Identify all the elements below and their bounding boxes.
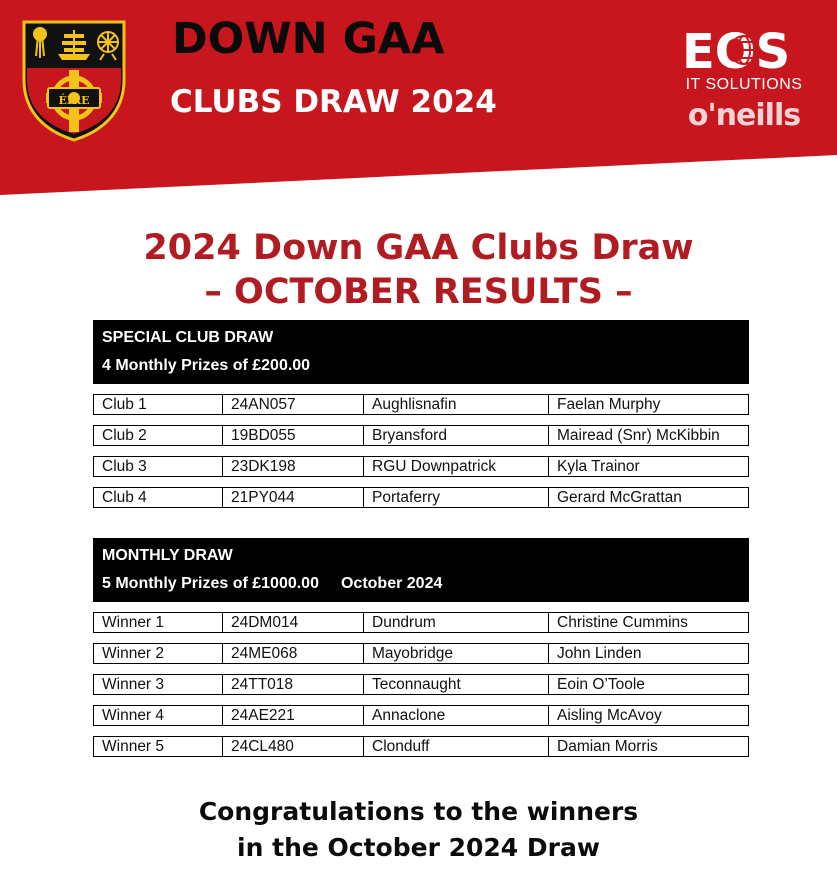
table-row — [93, 736, 749, 757]
ticket-number: 24AN057 — [223, 395, 364, 414]
club-name: Bryansford — [364, 426, 549, 445]
special-draw-header — [93, 320, 749, 384]
eos-logo — [682, 22, 806, 76]
table-row — [93, 394, 749, 415]
row-label: Club 2 — [94, 426, 223, 445]
club-name: Mayobridge — [364, 644, 549, 663]
down-gaa-crest — [20, 18, 128, 142]
monthly-draw-header — [93, 538, 749, 602]
winner-name: Eoin O’Toole — [557, 676, 645, 693]
winner-name: Mairead (Snr) McKibbin — [557, 427, 720, 444]
row-label: Club 1 — [94, 395, 223, 414]
page-title: DOWN GAA — [172, 14, 445, 64]
crest-motto: ÉIRE — [58, 94, 90, 107]
table-row — [93, 487, 749, 508]
table-row — [93, 425, 749, 446]
monthly-draw-month: October 2024 — [340, 575, 443, 592]
row-label: Club 3 — [94, 457, 223, 476]
winner-name: Gerard McGrattan — [557, 489, 682, 506]
results-subtitle: – OCTOBER RESULTS – — [204, 272, 633, 312]
row-label: Winner 2 — [94, 644, 223, 663]
ticket-number: 24AE221 — [223, 706, 364, 725]
ticket-number: 24TT018 — [223, 675, 364, 694]
club-name: Portaferry — [364, 488, 549, 507]
page-subtitle: CLUBS DRAW 2024 — [170, 84, 497, 120]
table-row — [93, 643, 749, 664]
winner-name: Aisling McAvoy — [557, 707, 662, 724]
row-label: Winner 5 — [94, 737, 223, 756]
monthly-draw — [93, 538, 749, 767]
results-title: 2024 Down GAA Clubs Draw — [143, 228, 694, 268]
club-name: Clonduff — [364, 737, 549, 756]
row-label: Winner 3 — [94, 675, 223, 694]
club-name: RGU Downpatrick — [364, 457, 549, 476]
svg-text:EOS: EOS — [682, 24, 791, 76]
table-row — [93, 456, 749, 477]
special-draw-heading: SPECIAL CLUB DRAW — [102, 329, 274, 346]
row-label: Winner 4 — [94, 706, 223, 725]
winner-name: Faelan Murphy — [557, 396, 661, 413]
oneills-logo: o'neills — [687, 98, 801, 133]
winner-name: Christine Cummins — [557, 614, 688, 631]
winner-name: John Linden — [557, 645, 642, 662]
monthly-draw-prize: 5 Monthly Prizes of £1000.00 — [102, 575, 319, 592]
ticket-number: 24DM014 — [223, 613, 364, 632]
ticket-number: 24ME068 — [223, 644, 364, 663]
winner-name: Kyla Trainor — [557, 458, 640, 475]
club-name: Aughlisnafin — [364, 395, 549, 414]
table-row — [93, 674, 749, 695]
eos-subtitle: IT SOLUTIONS — [685, 76, 803, 93]
congratulations-line-1: Congratulations to the winners — [198, 797, 639, 826]
club-name: Dundrum — [364, 613, 549, 632]
congratulations-line-2: in the October 2024 Draw — [237, 833, 600, 862]
ticket-number: 23DK198 — [223, 457, 364, 476]
winner-name: Damian Morris — [557, 738, 658, 755]
row-label: Winner 1 — [94, 613, 223, 632]
ticket-number: 19BD055 — [223, 426, 364, 445]
ticket-number: 24CL480 — [223, 737, 364, 756]
special-club-draw — [93, 320, 749, 518]
row-label: Club 4 — [94, 488, 223, 507]
sponsor-logos — [676, 22, 812, 133]
table-row — [93, 705, 749, 726]
special-draw-prize: 4 Monthly Prizes of £200.00 — [102, 357, 311, 374]
ticket-number: 21PY044 — [223, 488, 364, 507]
table-row — [93, 612, 749, 633]
club-name: Annaclone — [364, 706, 549, 725]
monthly-draw-heading: MONTHLY DRAW — [102, 547, 233, 564]
club-name: Teconnaught — [364, 675, 549, 694]
